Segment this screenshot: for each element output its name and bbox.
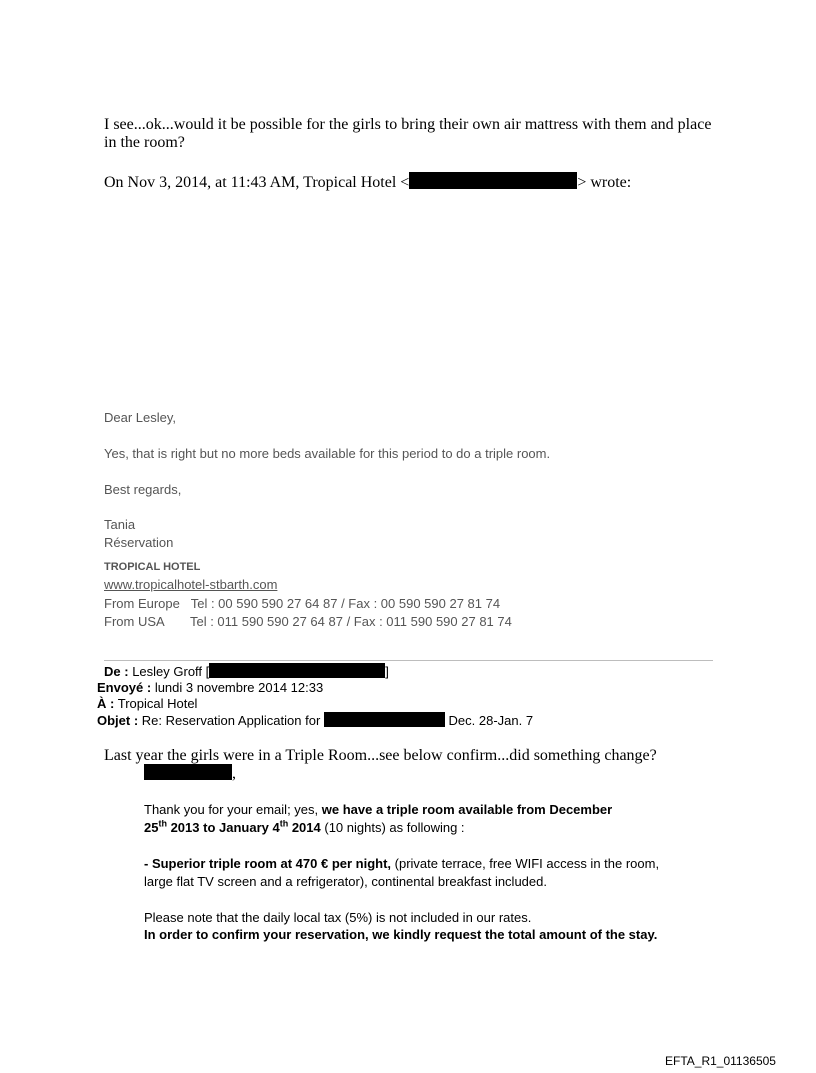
room-rate: - Superior triple room at 470 € per night, — [144, 856, 392, 871]
confirm-p1-bold: we have a triple room available from December — [321, 802, 613, 817]
lesley-message: Last year the girls were in a Triple Room...see below confirm...did something change? — [104, 747, 657, 764]
header-to — [97, 696, 197, 711]
subject-suffix: Dec. 28-Jan. 7 — [448, 713, 534, 728]
reply-line-1: I see...ok...would it be possible for the girls to bring their own air mattress with them and place — [104, 116, 712, 133]
quote-header-suffix: > wrote: — [577, 174, 632, 191]
header-from — [104, 663, 389, 679]
hotel-closing: Best regards, — [104, 482, 182, 497]
subject-label: Objet : — [97, 713, 139, 728]
to-value: Tropical Hotel — [117, 696, 198, 711]
redacted-from-email — [209, 663, 385, 678]
to-label: À : — [97, 696, 115, 711]
redacted-greeting — [144, 764, 236, 783]
greeting-comma: , — [232, 765, 236, 782]
subject-prefix: Re: Reservation Application for — [141, 713, 321, 728]
sent-value: lundi 3 novembre 2014 12:33 — [154, 680, 324, 695]
confirm-p3-line2: In order to confirm your reservation, we kindly request the total amount of the stay. — [144, 927, 658, 942]
signature-company: TROPICAL HOTEL — [104, 561, 201, 573]
header-divider — [104, 660, 713, 661]
confirm-p3-line1: Please note that the daily local tax (5%) is not included in our rates. — [144, 910, 532, 925]
redacted-greeting-name — [144, 764, 232, 780]
confirm-p2-line2: large flat TV screen and a refrigerator), continental breakfast included. — [144, 874, 547, 889]
hotel-body: Yes, that is right but no more beds available for this period to do a triple room. — [104, 446, 551, 461]
document-id: EFTA_R1_01136505 — [665, 1054, 776, 1068]
sent-label: Envoyé : — [97, 680, 152, 695]
quote-header-prefix: On Nov 3, 2014, at 11:43 AM, Tropical Hotel < — [104, 174, 410, 191]
redacted-email — [409, 172, 577, 189]
confirm-p1-line1 — [144, 802, 612, 817]
nights-text: (10 nights) as following : — [320, 820, 465, 835]
room-amenities: (private terrace, free WIFI access in the room, — [391, 856, 660, 871]
europe-label: From Europe — [104, 596, 180, 611]
date-start: 25th 2013 to January 4th 2014 — [144, 818, 321, 835]
redacted-subject-name — [324, 712, 445, 727]
signature-usa — [104, 614, 512, 629]
sender-name: Tania — [104, 517, 136, 532]
signature-website-link[interactable] — [104, 577, 277, 592]
confirm-p2-line1 — [144, 856, 659, 871]
usa-numbers: Tel : 011 590 590 27 64 87 / Fax : 011 590 590 27 81 74 — [189, 614, 512, 629]
sender-role: Réservation — [104, 535, 174, 550]
reply-line-2: in the room? — [104, 134, 185, 151]
header-sent — [97, 680, 323, 695]
from-label: De : — [104, 664, 129, 679]
from-close: ] — [385, 664, 389, 679]
europe-numbers: Tel : 00 590 590 27 64 87 / Fax : 00 590 590 27 81 74 — [190, 596, 501, 611]
hotel-greeting: Dear Lesley, — [104, 410, 177, 425]
usa-label: From USA — [104, 614, 165, 629]
from-value: Lesley Groff [ — [132, 664, 210, 679]
confirm-p1-plain: Thank you for your email; yes, — [144, 802, 322, 817]
quote-header — [104, 172, 631, 192]
website-link-text[interactable]: www.tropicalhotel-stbarth.com — [104, 577, 278, 592]
confirm-p1-line2 — [144, 820, 465, 835]
signature-europe — [104, 596, 500, 611]
header-subject — [97, 712, 533, 728]
